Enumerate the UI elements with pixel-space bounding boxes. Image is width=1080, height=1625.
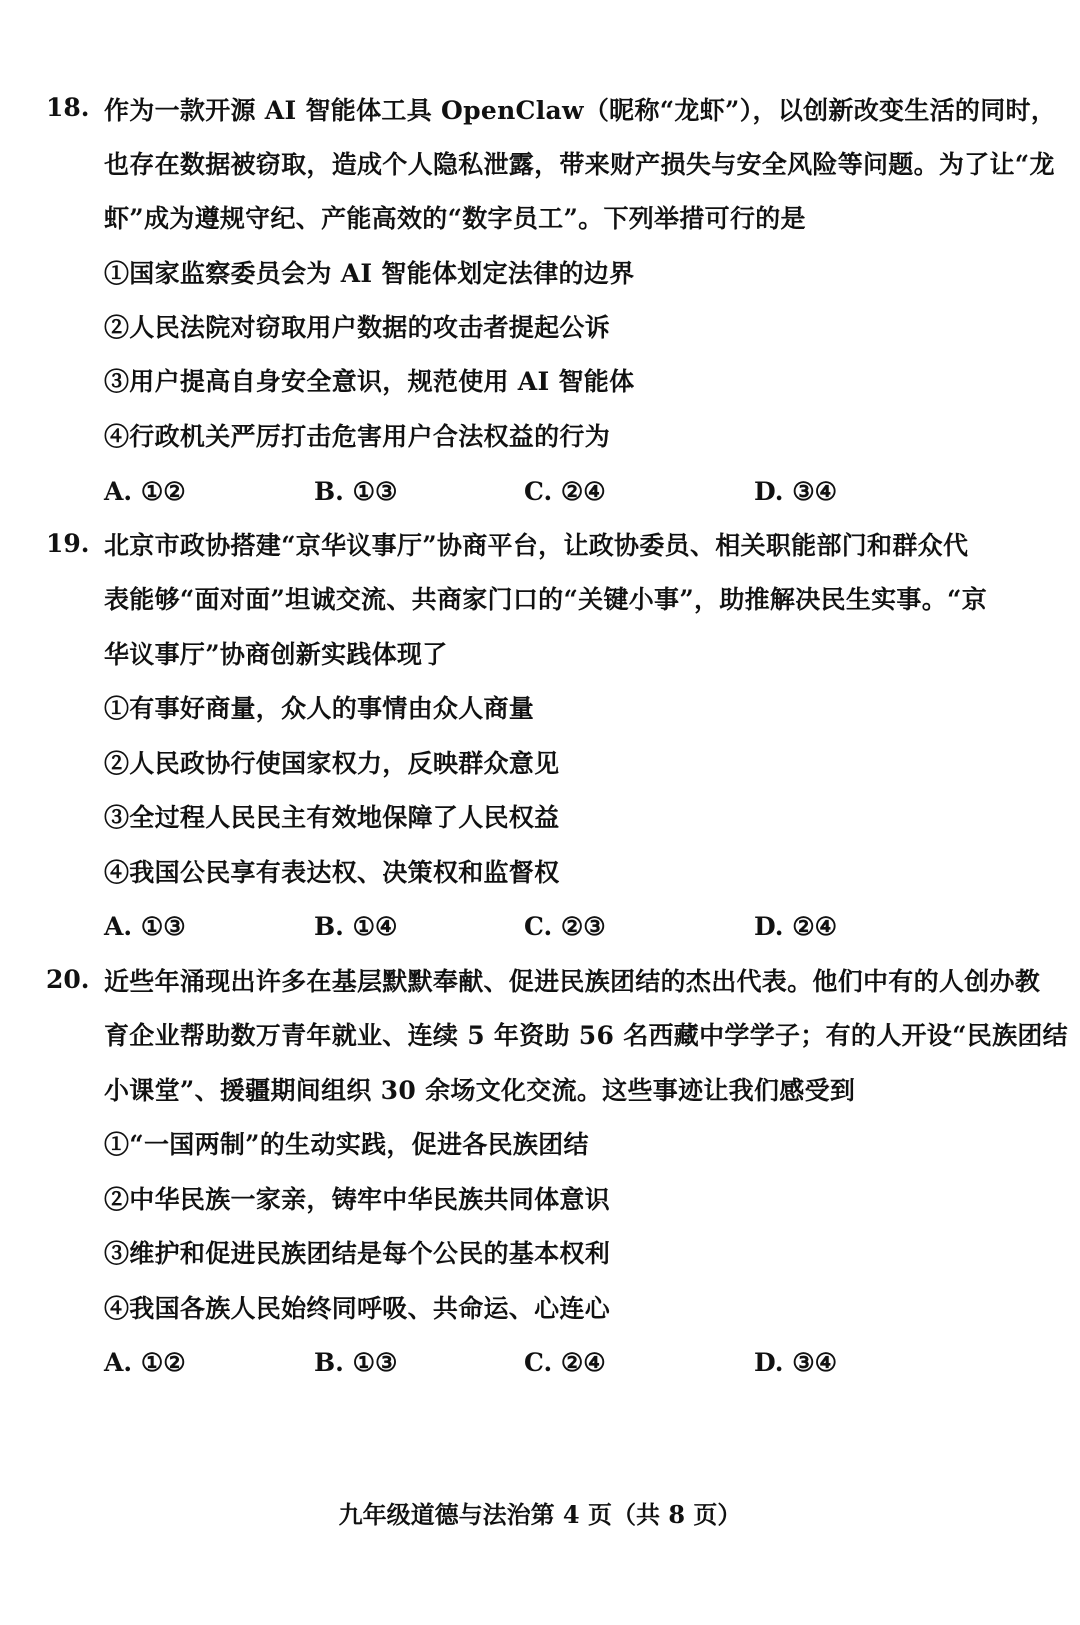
choice-text: ②④ xyxy=(560,1348,606,1377)
choice-letter: D. xyxy=(754,912,784,941)
question-19-choice-c[interactable] xyxy=(524,912,606,942)
choice-letter: C. xyxy=(524,477,553,506)
question-20-choice-a[interactable] xyxy=(104,1348,186,1378)
question-18-stem-line-2: 也存在数据被窃取，造成个人隐私泄露，带来财产损失与安全风险等问题。为了让“龙 xyxy=(104,150,1055,179)
choice-text: ①③ xyxy=(352,477,398,506)
question-20-stem-line-3: 小课堂”、援疆期间组织 30 余场文化交流。这些事迹让我们感受到 xyxy=(104,1076,856,1105)
question-18-choice-d[interactable] xyxy=(754,477,837,507)
choice-letter: B. xyxy=(314,477,344,506)
choice-letter: A. xyxy=(104,1348,133,1377)
choice-letter: D. xyxy=(754,1348,784,1377)
question-18-statement-3: ③用户提高自身安全意识，规范使用 AI 智能体 xyxy=(104,367,635,396)
choice-letter: B. xyxy=(314,1348,344,1377)
question-20-stem-line-1: 近些年涌现出许多在基层默默奉献、促进民族团结的杰出代表。他们中有的人创办教 xyxy=(104,967,1041,996)
question-19-statement-3: ③全过程人民民主有效地保障了人民权益 xyxy=(104,803,560,832)
choice-text: ①② xyxy=(140,477,186,506)
question-19-stem-line-2: 表能够“面对面”坦诚交流、共商家门口的“关键小事”，助推解决民生实事。“京 xyxy=(104,585,988,614)
choice-text: ②③ xyxy=(560,912,606,941)
choice-text: ③④ xyxy=(792,1348,838,1377)
choice-letter: A. xyxy=(104,477,133,506)
question-19-statement-1: ①有事好商量，众人的事情由众人商量 xyxy=(104,694,535,723)
choice-text: ①② xyxy=(140,1348,186,1377)
question-19-choice-b[interactable] xyxy=(314,912,397,942)
choice-text: ①③ xyxy=(140,912,186,941)
choice-text: ③④ xyxy=(792,477,838,506)
choice-text: ①④ xyxy=(352,912,398,941)
choice-letter: A. xyxy=(104,912,133,941)
question-18-statement-1: ①国家监察委员会为 AI 智能体划定法律的边界 xyxy=(104,259,635,288)
question-20-number: 20. xyxy=(46,965,90,994)
choice-letter: C. xyxy=(524,912,553,941)
choice-text: ②④ xyxy=(560,477,606,506)
question-18-choice-b[interactable] xyxy=(314,477,397,507)
question-19-stem-line-3: 华议事厅”协商创新实践体现了 xyxy=(104,640,448,669)
question-18-choice-c[interactable] xyxy=(524,477,606,507)
question-18-stem-line-3: 虾”成为遵规守纪、产能高效的“数字员工”。下列举措可行的是 xyxy=(104,204,806,233)
question-20-statement-2: ②中华民族一家亲，铸牢中华民族共同体意识 xyxy=(104,1185,611,1214)
question-18-stem-line-1: 作为一款开源 AI 智能体工具 OpenClaw（昵称“龙虾”），以创新改变生活的同时， xyxy=(104,96,1057,125)
question-18-statement-2: ②人民法院对窃取用户数据的攻击者提起公诉 xyxy=(104,313,611,342)
question-19-statement-2: ②人民政协行使国家权力，反映群众意见 xyxy=(104,749,560,778)
question-20-statement-1: ①“一国两制”的生动实践，促进各民族团结 xyxy=(104,1130,589,1159)
choice-letter: B. xyxy=(314,912,344,941)
question-20-choice-b[interactable] xyxy=(314,1348,397,1378)
question-19-number: 19. xyxy=(46,529,90,558)
question-19-statement-4: ④我国公民享有表达权、决策权和监督权 xyxy=(104,858,560,887)
question-19-choice-d[interactable] xyxy=(754,912,837,942)
question-18-choice-a[interactable] xyxy=(104,477,186,507)
question-19-stem-line-1: 北京市政协搭建“京华议事厅”协商平台，让政协委员、相关职能部门和群众代 xyxy=(104,531,969,560)
page-footer: 九年级道德与法治第 4 页（共 8 页） xyxy=(338,1500,742,1529)
choice-letter: D. xyxy=(754,477,784,506)
question-20-statement-4: ④我国各族人民始终同呼吸、共命运、心连心 xyxy=(104,1294,611,1323)
choice-letter: C. xyxy=(524,1348,553,1377)
question-20-choice-d[interactable] xyxy=(754,1348,837,1378)
question-20-stem-line-2: 育企业帮助数万青年就业、连续 5 年资助 56 名西藏中学学子；有的人开设“民族团结 xyxy=(104,1021,1068,1050)
choice-text: ②④ xyxy=(792,912,838,941)
question-19-choice-a[interactable] xyxy=(104,912,186,942)
question-18-statement-4: ④行政机关严厉打击危害用户合法权益的行为 xyxy=(104,422,611,451)
question-20-statement-3: ③维护和促进民族团结是每个公民的基本权利 xyxy=(104,1239,611,1268)
choice-text: ①③ xyxy=(352,1348,398,1377)
question-18-number: 18. xyxy=(46,93,90,122)
question-20-choice-c[interactable] xyxy=(524,1348,606,1378)
